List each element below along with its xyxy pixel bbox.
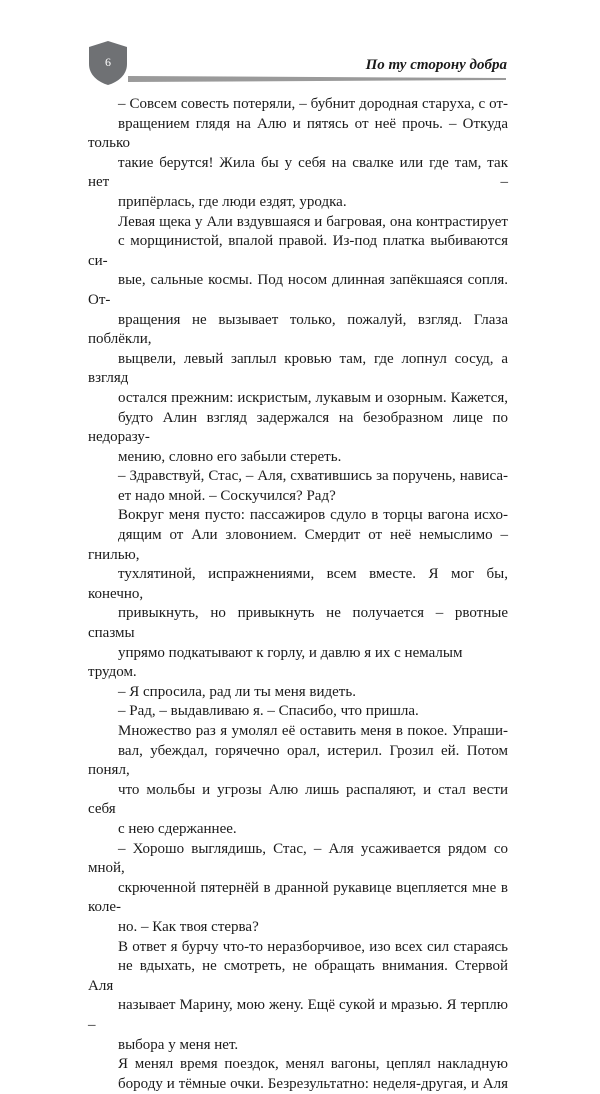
text-line: но. – Как твоя стерва? (118, 918, 259, 935)
text-line: – Здравствуй, Стас, – Аля, схватившись за поручень, нависа- (118, 468, 508, 485)
text-line: выцвели, левый заплыл кровью там, где лопнул сосуд, а взгляд (88, 350, 508, 387)
text-line: ет надо мной. – Соскучился? Рад? (118, 487, 336, 504)
text-line: остался прежним: искристым, лукавым и озорным. Кажется, (118, 389, 508, 406)
paragraph (88, 938, 508, 1056)
text-line: будто Алин взгляд задержался на безобразном лице по недоразу- (88, 409, 508, 446)
text-line: что мольбы и угрозы Алю лишь распаляют, и стал вести себя (88, 781, 508, 818)
paragraph (88, 506, 508, 682)
paragraph (88, 683, 508, 703)
text-line: скрюченной пятернёй в дранной рукавице вцепляется мне в коле- (88, 879, 508, 916)
text-line: с морщинистой, впалой правой. Из-под платка выбиваются си- (88, 233, 508, 269)
text-line: – Совсем совесть потеряли, – бубнит дородная старуха, с от- (118, 96, 508, 112)
text-line: – Я спросила, рад ли ты меня видеть. (118, 683, 356, 700)
text-line: вал, убеждал, горячечно орал, истерил. Грозил ей. Потом понял, (88, 742, 508, 779)
paragraph (88, 95, 508, 213)
text-line: В ответ я бурчу что-то неразборчивое, изо всех сил стараясь (118, 938, 508, 955)
text-line: привыкнуть, но привыкнуть не получается – рвотные спазмы (88, 605, 508, 642)
page-body (88, 95, 508, 1094)
text-line: Множество раз я умолял её оставить меня в покое. Упраши- (118, 723, 508, 739)
paragraph (88, 213, 508, 468)
text-line: вые, сальные космы. Под носом длинная запёкшаяся сопля. От- (88, 272, 508, 308)
text-line: тухлятиной, испражнениями, всем вместе. Я мог бы, конечно, (88, 566, 508, 602)
text-line: вращения не вызывает только, пожалуй, взгляд. Глаза поблёкли, (88, 311, 508, 348)
text-line: с нею сдержаннее. (118, 820, 237, 837)
text-line: такие берутся! Жила бы у себя на свалке или где там, так нет – (88, 154, 508, 191)
page-number: 6 (105, 55, 111, 69)
text-line: Левая щека у Али вздувшаяся и багровая, она контрастирует (118, 213, 508, 230)
running-title: По ту сторону добра (365, 57, 507, 73)
paragraph (88, 1055, 508, 1094)
text-line: – Хорошо выглядишь, Стас, – Аля усаживается рядом со мной, (88, 840, 508, 877)
text-line: упрямо подкатывают к горлу, и давлю я их с немалым трудом. (88, 644, 463, 681)
paragraph (88, 840, 508, 938)
text-line: выбора у меня нет. (118, 1036, 239, 1053)
text-line: бороду и тёмные очки. Безрезультатно: неделя-другая, и Аля (118, 1075, 508, 1092)
text-line: припёрлась, где люди ездят, уродка. (118, 193, 347, 210)
paragraph (88, 467, 508, 506)
text-line: – Рад, – выдавливаю я. – Спасибо, что пришла. (118, 703, 419, 720)
paragraph (88, 722, 508, 840)
text-line: дящим от Али зловонием. Смердит от неё немыслимо – гнилью, (88, 527, 508, 563)
text-line: вращением глядя на Алю и пятясь от неё прочь. – Откуда только (88, 115, 508, 152)
text-line: Я менял время поездок, менял вагоны, цеплял накладную (118, 1056, 508, 1073)
paragraph (88, 702, 508, 722)
page-header (0, 0, 600, 110)
text-line: не вдыхать, не смотреть, не обращать внимания. Стервой Аля (88, 958, 508, 994)
text-line: Вокруг меня пусто: пассажиров сдуло в торцы вагона исхо- (118, 507, 508, 524)
text-line: мению, словно его забыли стереть. (118, 448, 342, 465)
header-rule (128, 76, 506, 82)
text-line: называет Марину, мою жену. Ещё сукой и мразью. Я терплю – (88, 997, 508, 1033)
